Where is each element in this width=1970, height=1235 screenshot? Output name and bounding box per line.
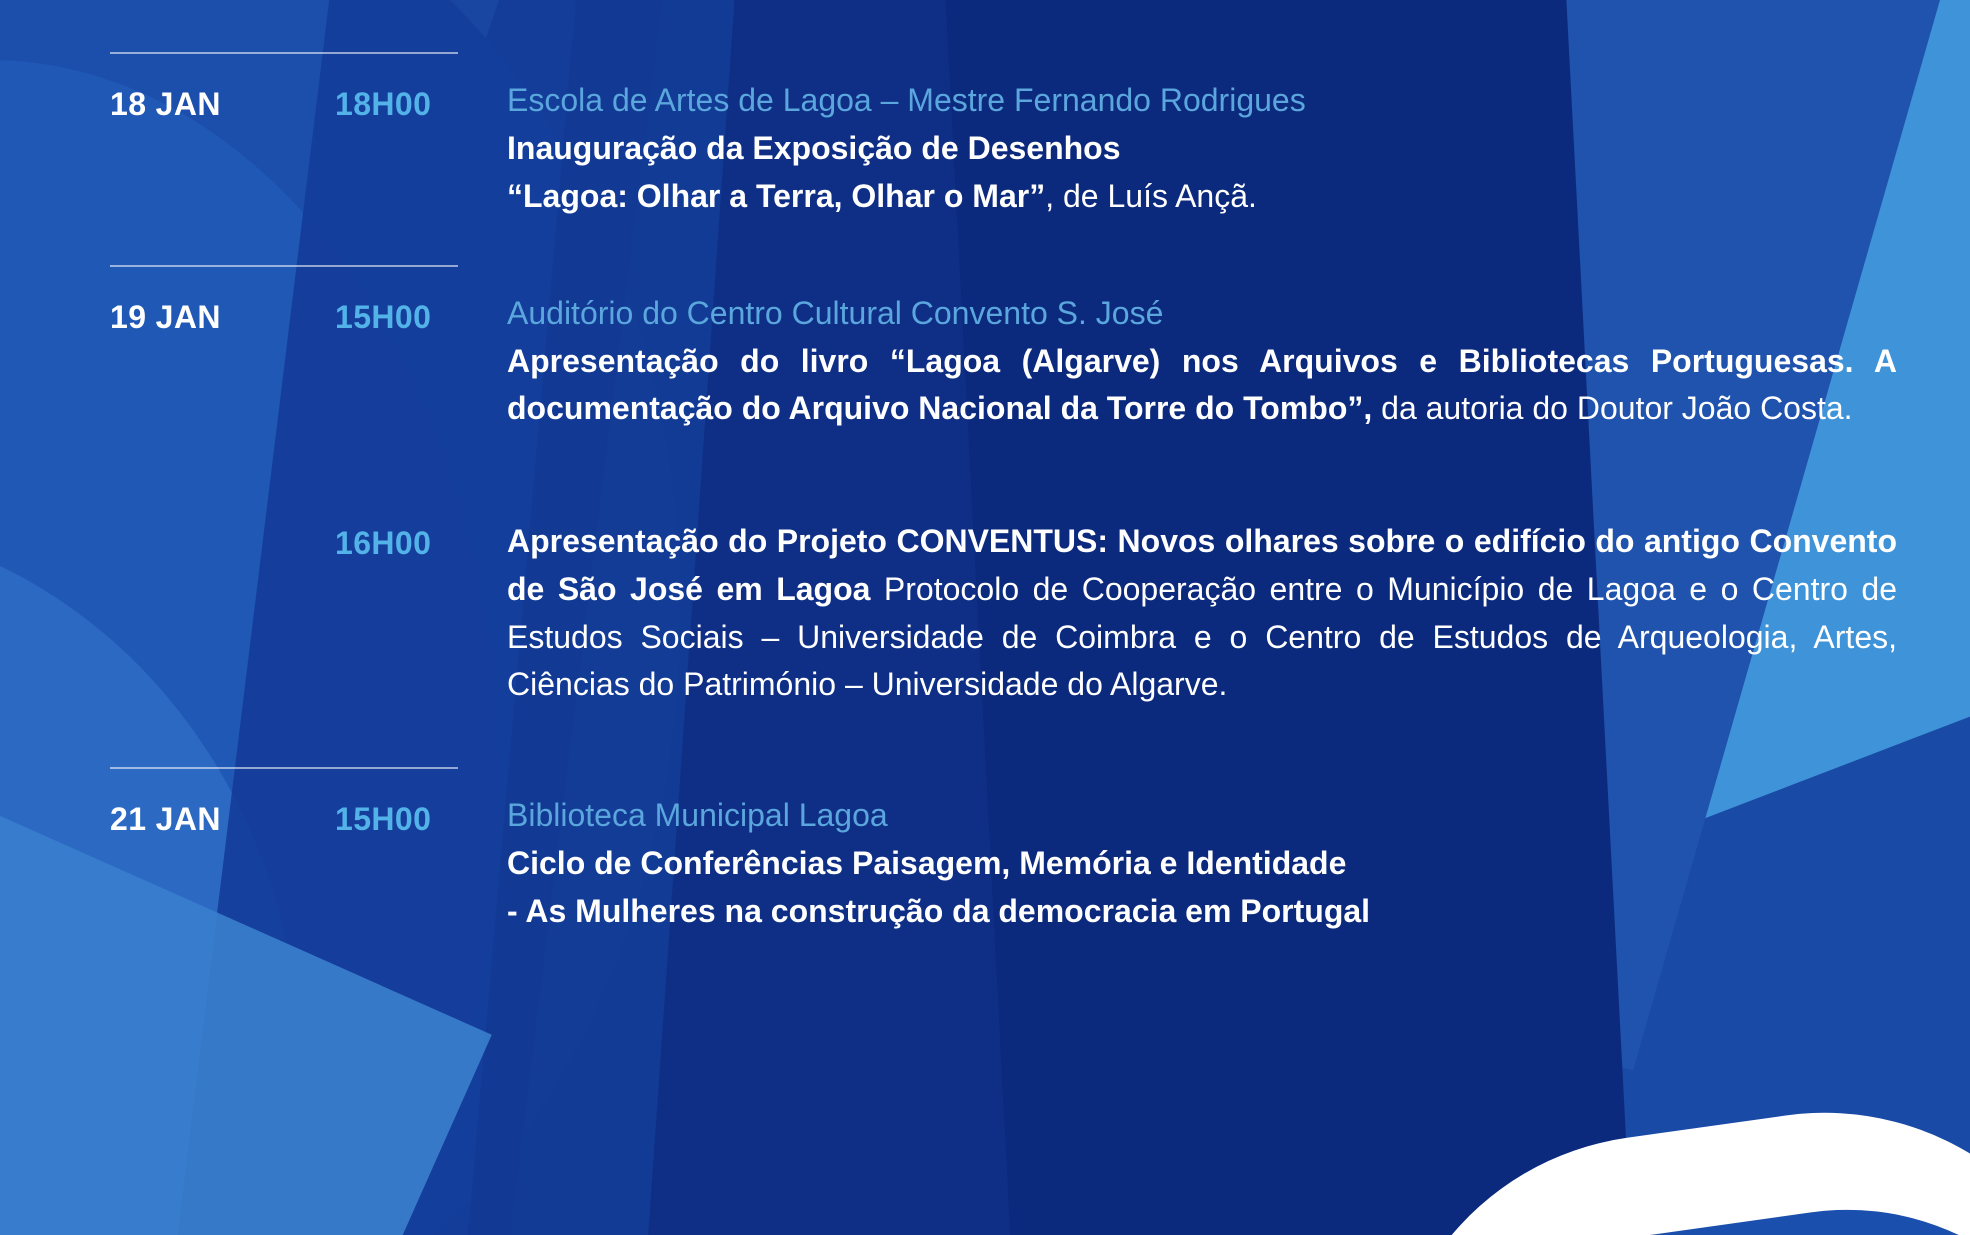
schedule-entry-19-jan-16h <box>110 491 1910 709</box>
entry-time: 16H00 <box>335 525 432 562</box>
entry-venue: Auditório do Centro Cultural Convento S. José <box>507 294 1164 331</box>
entry-body <box>507 789 1897 936</box>
entry-time: 15H00 <box>335 298 432 335</box>
divider-line <box>110 52 458 54</box>
divider-line <box>110 265 458 267</box>
entry-title-bold: Apresentação do livro “Lagoa (Algarve) nos Arquivos e Bibliotecas Portuguesas. A documentação do Arquivo Nacional da Torre do Tombo”, <box>507 342 1897 427</box>
entry-description <box>507 125 1897 220</box>
spacer-entry-1-2 <box>110 221 1910 265</box>
top-spacer <box>110 0 1910 52</box>
entry-time: 18H00 <box>335 86 432 122</box>
spacer-entry-2-3 <box>110 433 1910 491</box>
divider-line <box>110 767 458 769</box>
schedule-entry-21-jan <box>110 767 1910 936</box>
entry-date: 18 JAN <box>110 86 221 122</box>
entry-date <box>110 513 335 525</box>
entry-title-rest: Protocolo de Cooperação entre o Município de Lagoa e o Centro de Estudos Sociais – Universidade de Coimbra e o Centro de Estudos de Arqueologia, Artes, Ciências do Património – Universidade do Algarve. <box>507 570 1898 703</box>
entry-description <box>507 840 1897 935</box>
entry-time: 15H00 <box>335 800 432 837</box>
entry-title-rest: da autoria do Doutor João Costa. <box>1372 390 1853 427</box>
spacer-entry-3-4 <box>110 709 1910 767</box>
entry-body <box>507 513 1897 709</box>
entry-date: 19 JAN <box>110 298 221 335</box>
entry-venue: Biblioteca Municipal Lagoa <box>507 796 888 833</box>
entry-title-line-2: “Lagoa: Olhar a Terra, Olhar o Mar” <box>507 177 1046 214</box>
entry-title-line-1: Ciclo de Conferências Paisagem, Memória e Identidade <box>507 845 1347 882</box>
schedule-entry-18-jan <box>110 52 1910 221</box>
entry-body <box>507 74 1897 221</box>
entry-title-rest: , de Luís Ançã. <box>1045 177 1257 214</box>
entry-title-bold: Apresentação do Projeto CONVENTUS: Novos olhares sobre o edifício do antigo Convento de São José em Lagoa <box>507 523 1897 607</box>
entry-title-line-1: Inauguração da Exposição de Desenhos <box>507 130 1121 167</box>
entry-body <box>507 287 1897 434</box>
entry-venue: Escola de Artes de Lagoa – Mestre Fernando Rodrigues <box>507 82 1306 118</box>
schedule-entry-19-jan-15h <box>110 265 1910 434</box>
entry-description <box>507 338 1897 433</box>
entry-description <box>507 518 1897 709</box>
entry-date: 21 JAN <box>110 800 221 837</box>
entry-title-line-2: - As Mulheres na construção da democracia em Portugal <box>507 892 1371 929</box>
